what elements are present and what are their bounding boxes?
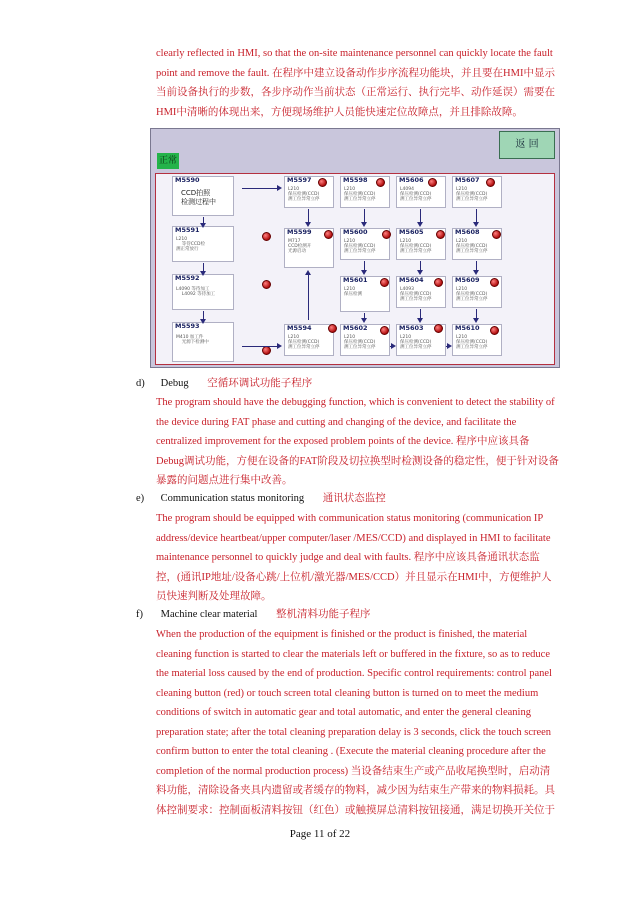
status-lamp-icon: [318, 178, 327, 187]
status-lamp-icon: [428, 178, 437, 187]
intro-line: HMI中清晰的体现出来，方便现场维护人员能快速定位故障点，并且排除故障。: [156, 106, 523, 118]
clear-material-line: 体控制要求：控制面板清料按钮（红色）或触摸屏总清料按钮接通，满足切换开关位于: [156, 804, 555, 816]
debug-line: the device during FAT phase and cutting and changing of the device, and facilitate the: [156, 416, 517, 428]
clear-material-line: cleaning function is started to clear the materials left or buffered in the fixture, so as to reduce: [156, 648, 550, 660]
clear-material-line: preparation state; after the total cleaning preparation delay is 3 seconds, click the touch screen: [156, 726, 552, 738]
status-lamp-icon: [328, 324, 337, 333]
clear-material-line: conditions of switch in automatic gear and total automatic, and enter the general cleaning: [156, 707, 531, 718]
flow-arrow: [364, 209, 365, 223]
status-lamp-icon: [490, 326, 499, 335]
flow-arrow: [446, 346, 448, 347]
communication-paragraph: [156, 509, 588, 607]
flow-arrow: [203, 263, 204, 272]
flow-arrow: [242, 188, 278, 189]
status-lamp-icon: [490, 278, 499, 287]
step-box: M5591 L210 等待CCD检 测正常放行: [172, 226, 234, 262]
step-box: M5598 L210 保压检测(CCD) 测工位异常立停: [340, 176, 390, 208]
status-lamp-icon: [436, 230, 445, 239]
status-lamp-icon: [382, 230, 391, 239]
debug-line: 暴露的问题点进行集中改善。: [156, 475, 293, 486]
flow-arrow: [390, 346, 392, 347]
status-badge: 正常: [157, 153, 179, 169]
communication-line: address/device heartbeat/upper computer/laser /MES/CCD) and displayed in HMI to facilitate: [156, 532, 551, 544]
intro-line: clearly reflected in HMI, so that the on-site maintenance personnel can quickly locate the fault: [156, 48, 553, 59]
flow-arrow: [420, 261, 421, 271]
debug-line: Debug调试功能，方便在设备的FAT阶段及切拉换型时检测设备的稳定性，便于针对设备: [156, 455, 559, 467]
flow-arrow: [476, 309, 477, 319]
communication-line: maintenance personnel to quickly judge and deal with faults. 程序中应该具备通讯状态监: [156, 552, 540, 563]
communication-line: 控，(通讯IP地址/设备心跳/上位机/激光器/MES/CCD）并且显示在HMI中，方便维护人: [156, 571, 552, 583]
step-box: M5594 L210 保压检测(CCD) 测工位异常立停: [284, 324, 334, 356]
step-box: M5608 L210 保压检测(CCD) 测工位异常立停: [452, 228, 502, 260]
step-box: M5607 L210 保压检测(CCD) 测工位异常立停: [452, 176, 502, 208]
section-heading-debug: d) Debug 空循环调试功能子程序: [136, 378, 313, 389]
flow-arrow: [242, 346, 278, 347]
section-heading-communication: e) Communication status monitoring 通讯状态监控: [136, 493, 386, 504]
step-box: M5605 L210 保压检测(CCD) 测工位异常立停: [396, 228, 446, 260]
flow-arrow: [420, 209, 421, 223]
flow-arrow: [308, 209, 309, 223]
step-box: M5609 L210 保压检测(CCD) 测工位异常立停: [452, 276, 502, 308]
clear-material-line: When the production of the equipment is finished or the product is finished, the material: [156, 629, 528, 640]
clear-material-line: completion of the normal production process) 当设备结束生产或产品收尾换型时，启动清: [156, 765, 551, 777]
step-box: M5610 L210 保压检测(CCD) 测工位异常立停: [452, 324, 502, 356]
step-box: M5602 L210 保压检测(CCD) 测工位异常立停: [340, 324, 390, 356]
status-lamp-icon: [324, 230, 333, 239]
step-box: M5600 L210 保压检测(CCD) 测工位异常立停: [340, 228, 390, 260]
communication-line: The program should be equipped with communication status monitoring (communication IP: [156, 513, 544, 524]
hmi-screenshot: [150, 128, 560, 368]
step-box: M5597 L210 保压检测(CCD) 测工位异常立停: [284, 176, 334, 208]
clear-material-line: 料功能，清除设备夹具内遗留或者缓存的物料，减少因为结束生产带来的物料损耗。具: [156, 785, 555, 796]
intro-line: point and remove the fault. 在程序中建立设备动作步序流程功能块，并且要在HMI中显示: [156, 67, 555, 79]
flow-arrow: [203, 217, 204, 224]
step-box: M5590 CCD拍照 检测过程中: [172, 176, 234, 216]
status-lamp-icon: [262, 346, 271, 355]
flow-arrow: [364, 313, 365, 319]
back-button[interactable]: 返 回: [499, 131, 555, 159]
flow-arrow: [203, 311, 204, 320]
status-lamp-icon: [380, 278, 389, 287]
flow-arrow: [420, 309, 421, 319]
step-box: M5599 M717 CCD检测开 光源启动: [284, 228, 334, 268]
step-box: M5592 L4090 等待加工 L4092 等待加工: [172, 274, 234, 310]
step-box: M5593 M410 加工件 光源下检测中: [172, 322, 234, 362]
step-box: M5601 L210 保压检测: [340, 276, 390, 312]
intro-paragraph: [156, 44, 588, 122]
clear-material-paragraph: [156, 625, 588, 820]
section-heading-clear-material: f) Machine clear material 整机清料功能子程序: [136, 609, 371, 620]
status-lamp-icon: [262, 280, 271, 289]
step-box: M5603 L210 保压检测(CCD) 测工位异常立停: [396, 324, 446, 356]
clear-material-line: the material loss caused by the end of production. Specific control requirements: control panel: [156, 668, 552, 679]
status-lamp-icon: [492, 230, 501, 239]
flow-arrow: [308, 274, 309, 320]
clear-material-line: cleaning button (red) or touch screen total cleaning button is turned on to meet the medium: [156, 687, 539, 699]
page-number: Page 11 of 22: [289, 828, 351, 840]
status-lamp-icon: [262, 232, 271, 241]
clear-material-line: confirm button to enter the total cleaning . (Execute the material cleaning procedure after the: [156, 746, 546, 757]
step-box: M5606 L4094 保压检测(CCD) 测工位异常立停: [396, 176, 446, 208]
debug-line: centralized improvement for the exposed problem points of the device. 程序中应该具备: [156, 436, 530, 447]
status-lamp-icon: [486, 178, 495, 187]
flow-arrow: [364, 261, 365, 271]
intro-line: 当前设备执行的步数，各步序动作当前状态（正常运行、执行完毕、动作延误）需要在: [156, 87, 555, 98]
status-lamp-icon: [380, 326, 389, 335]
status-lamp-icon: [434, 278, 443, 287]
communication-line: 员快速判断及处理故障。: [156, 591, 272, 602]
status-lamp-icon: [434, 324, 443, 333]
status-lamp-icon: [376, 178, 385, 187]
flow-arrow: [476, 261, 477, 271]
step-flow-panel: [155, 173, 555, 365]
flow-arrow: [476, 209, 477, 223]
debug-paragraph: [156, 393, 588, 491]
debug-line: The program should have the debugging function, which is convenient to detect the stability of: [156, 397, 555, 408]
step-box: M5604 L4093 保压检测(CCD) 测工位异常立停: [396, 276, 446, 308]
